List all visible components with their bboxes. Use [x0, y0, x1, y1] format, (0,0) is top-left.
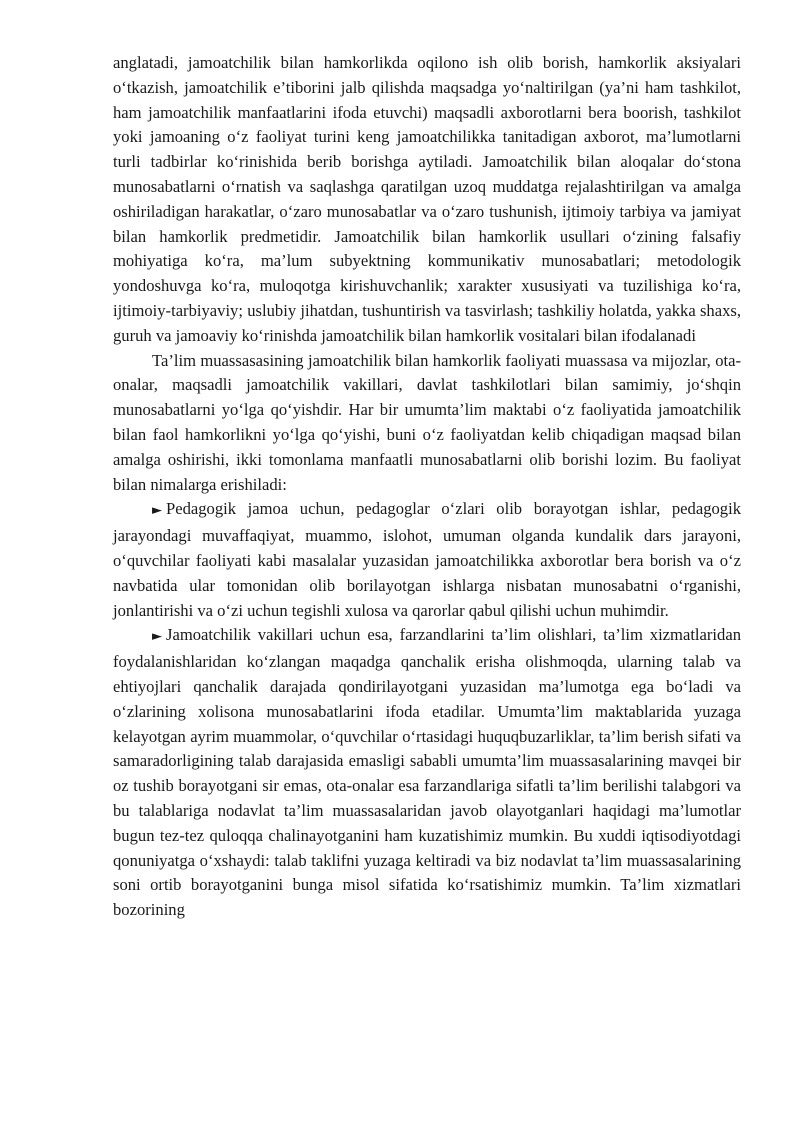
triangle-bullet-icon: ►	[152, 629, 162, 645]
paragraph-1-text: anglatadi, jamoatchilik bilan hamkorlikda oqilono ish olib borish, hamkorlik aksiyalari o‘tkazish, jamoatchilik e’tiborini jalb qilishda maqsadga yo‘naltirilgan (ya’ni ham tashkilot, ham jamoatchilik manfaatlarini ifoda etuvchi) maqsadli axborotlarni bera boorish, tashkilot yoki jamoaning o‘z faoliyat turini keng jamoatchilikka tanitadigan axborot, ma’lumotlarni turli tadbirlar ko‘rinishida berib borishga aytiladi. Jamoatchilik bilan aloqalar do‘stona munosabatlarni o‘rnatish va saqlashga qaratilgan uzoq muddatga rejalashtirilgan va amalga oshiriladigan harakatlar, o‘zaro munosabatlar va o‘zaro tushunish, ijtimoiy tarbiya va jamiyat bilan hamkorlik predmetidir. Jamoatchilik bilan hamkorlik usullari o‘zining falsafiy mohiyatiga ko‘ra, ma’lum subyektning kommunikativ munosabatlari; metodologik yondoshuvga ko‘ra, muloqotga kirishuvchanlik; xarakter xususiyati va tuzilishiga ko‘ra, ijtimoiy-tarbiyaviy; uslubiy jihatdan, tushuntirish va tasvirlash; tashkiliy holatda, yakka shaxs, guruh va jamoaviy ko‘rinishda jamoatchilik bilan hamkorlik vositalari bilan ifodalanadi	[113, 53, 741, 345]
paragraph-2	[113, 349, 741, 498]
paragraph-2-text: Ta’lim muassasasining jamoatchilik bilan hamkorlik faoliyati muassasa va mijozlar, ota-onalar, maqsadli jamoatchilik vakillari, davlat tashkilotlari bilan samimiy, jo‘shqin munosabatlarni yo‘lga qo‘yishdir. Har bir umumta’lim maktabi o‘z faoliyatida jamoatchilik bilan faol hamkorlikni yo‘lga qo‘yishi, buni o‘z faoliyatdan kelib chiqadigan maqsad bilan amalga oshirishi, ikki tomonlama manfaatli munosabatlarni olib borishi lozim. Bu faoliyat bilan nimalarga erishiladi:	[113, 350, 741, 494]
bullet-paragraph-2-text: Jamoatchilik vakillari uchun esa, farzandlarini ta’lim olishlari, ta’lim xizmatlaridan foydalanishlaridan ko‘zlangan maqadga qanchalik erisha olishmoqda, ularning talab va ehtiyojlari qanchalik darajada qondirilayotgani yuzasidan ma’lumotga ega bo‘ladi va o‘zlarining xolisona munosabatlarini ifoda etadilar. Umumta’lim maktablarida yuzaga kelayotgan ayrim muammolar, o‘quvchilar o‘rtasidagi huquqbuzarliklar, ta’lim berish sifati va samaradorligining talab darajasida emasligi sababli umumta’lim muassasalarining mavqei bir oz tushib borayotgani sir emas, ota-onalar esa farzandlariga sifatli ta’lim berilishi talabgori va bu talablariga nodavlat ta’lim muassasalaridan javob olayotganlari haqidagi ma’lumotlar bugun tez-tez quloqqa chalinayotganini ham kuzatishimiz mumkin. Bu xuddi iqtisodiyotdagi qonuniyatga o‘xshaydi: talab taklifni yuzaga keltiradi va biz nodavlat ta’lim muassasalarining soni ortib borayotganini bunga misol sifatida ko‘rsatishimiz mumkin. Ta’lim xizmatlari bozorining	[113, 625, 741, 920]
bullet-paragraph-2	[113, 623, 741, 923]
document-page	[113, 51, 741, 923]
paragraph-1	[113, 51, 741, 349]
triangle-bullet-icon: ►	[152, 503, 162, 519]
bullet-paragraph-1	[113, 497, 741, 623]
bullet-paragraph-1-text: Pedagogik jamoa uchun, pedagoglar o‘zlari olib borayotgan ishlar, pedagogik jarayondagi muvaffaqiyat, muammo, islohot, umuman olganda kundalik dars jarayoni, o‘quvchilar faoliyati kabi masalalar yuzasidan jamoatchilikka axborotlar bera borish va o‘z navbatida ular tomonidan olib borilayotgan ishlarga nisbatan munosabatni o‘rganishi, jonlantirishi va o‘zi uchun tegishli xulosa va qarorlar qabul qilishi uchun muhimdir.	[113, 499, 741, 620]
